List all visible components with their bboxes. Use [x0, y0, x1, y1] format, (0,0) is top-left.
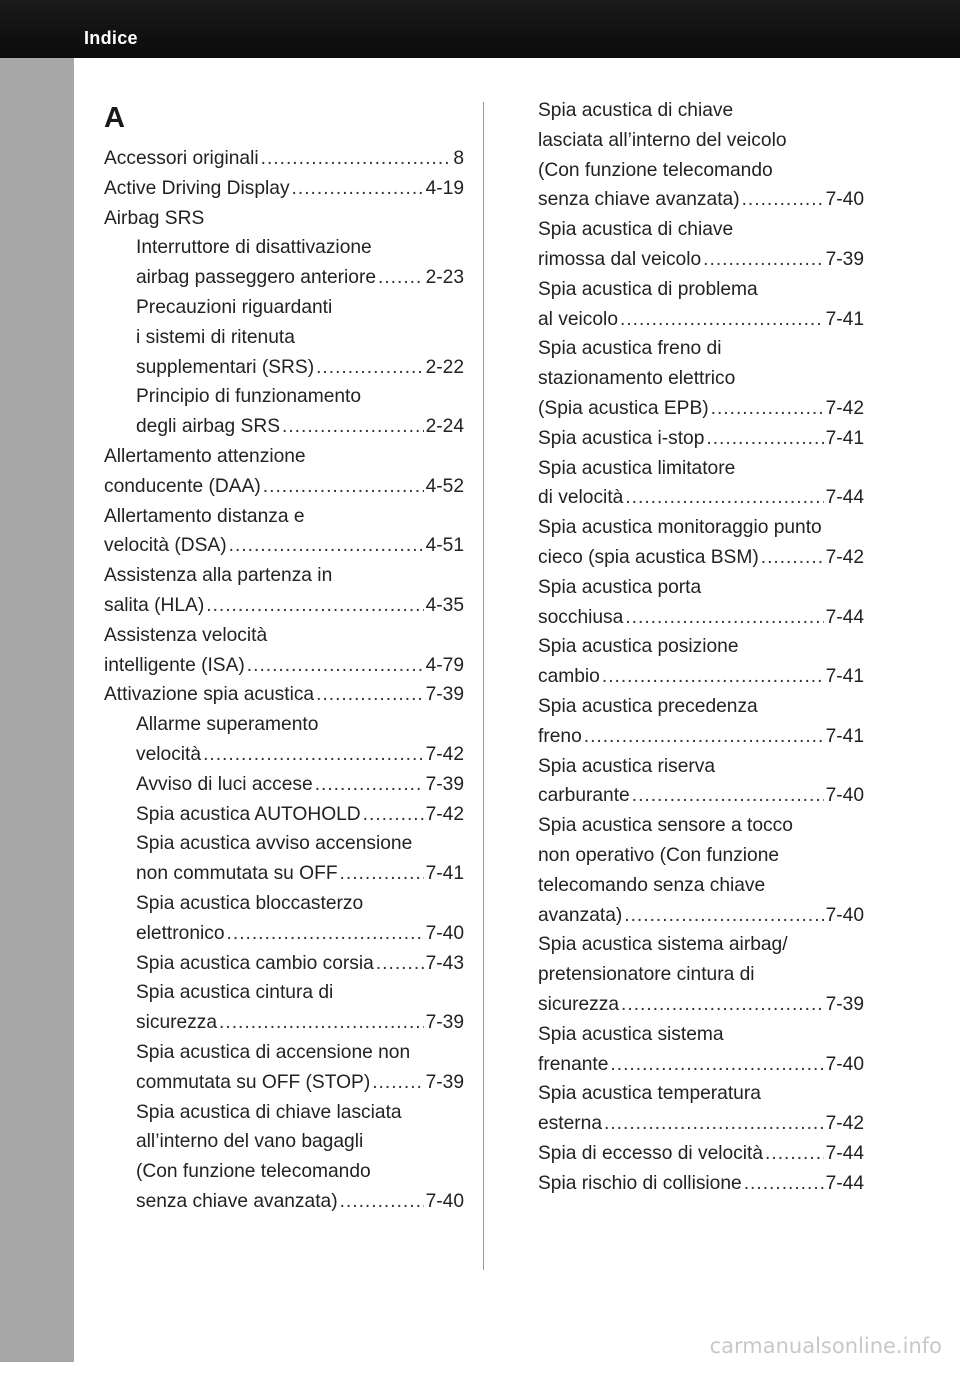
index-entry	[104, 174, 464, 204]
index-entry-text: Spia acustica cintura di	[136, 982, 334, 1004]
index-entry	[538, 960, 864, 990]
index-entry	[538, 185, 864, 215]
index-entry	[104, 1008, 464, 1038]
index-entry	[538, 990, 864, 1020]
index-entry-page: 7-40	[825, 189, 864, 211]
index-entry-text: elettronico	[136, 922, 225, 944]
index-entry-text: carburante	[538, 785, 630, 807]
column-divider	[483, 102, 484, 1270]
index-entry-page: 7-40	[825, 904, 864, 926]
dot-leader	[378, 263, 424, 293]
index-entry	[538, 1079, 864, 1109]
dot-leader	[229, 531, 424, 561]
index-entry	[104, 919, 464, 949]
index-entry-text: airbag passeggero anteriore	[136, 267, 377, 289]
index-entry	[104, 442, 464, 472]
dot-leader	[227, 919, 424, 949]
index-entry	[538, 454, 864, 484]
dot-leader	[372, 1068, 423, 1098]
index-entry-page: 7-41	[425, 863, 464, 885]
dot-leader	[315, 770, 424, 800]
dot-leader	[632, 781, 824, 811]
section-title: Indice	[84, 28, 138, 48]
index-entry-page: 7-39	[425, 684, 464, 706]
index-entry	[538, 305, 864, 335]
index-entry	[538, 156, 864, 186]
dot-leader	[363, 800, 424, 830]
dot-leader	[219, 1008, 424, 1038]
index-entry-text: socchiusa	[538, 606, 624, 628]
index-entry	[104, 770, 464, 800]
index-entry-text: Airbag SRS	[104, 207, 205, 229]
index-entry-page: 7-42	[825, 546, 864, 568]
index-entry	[538, 871, 864, 901]
index-entry-page: 7-44	[825, 487, 864, 509]
index-entry-text: sicurezza	[136, 1012, 218, 1034]
index-entry-text: Spia acustica di chiave	[538, 100, 734, 121]
index-entries-left	[104, 144, 464, 1217]
index-entry-text: avanzata)	[538, 904, 623, 926]
index-entry-text: intelligente (ISA)	[104, 654, 245, 676]
index-entry	[538, 215, 864, 245]
dot-leader	[316, 680, 423, 710]
index-entry-page: 7-40	[825, 785, 864, 807]
index-entry	[104, 1157, 464, 1187]
index-entry	[104, 591, 464, 621]
index-entry-text: Spia di eccesso di velocità	[538, 1142, 764, 1164]
index-entry-text: Spia acustica monitoraggio punto	[538, 517, 822, 539]
dot-leader	[376, 949, 424, 979]
index-entry	[538, 781, 864, 811]
index-entry	[538, 692, 864, 722]
index-entry	[104, 740, 464, 770]
dot-leader	[706, 424, 823, 454]
index-entry	[104, 353, 464, 383]
index-entry-page: 4-19	[425, 177, 464, 199]
index-entry-text: (Spia acustica EPB)	[538, 397, 709, 419]
index-entry-text: senza chiave avanzata)	[538, 189, 740, 211]
index-entry-text: Allertamento attenzione	[104, 445, 306, 467]
index-entry	[104, 144, 464, 174]
index-entry-page: 7-41	[825, 427, 864, 449]
index-entry-text: pretensionatore cintura di	[538, 964, 755, 986]
dot-leader	[247, 651, 424, 681]
index-entry-page: 7-42	[425, 743, 464, 765]
dot-leader	[203, 740, 424, 770]
index-entry-text: Active Driving Display	[104, 177, 290, 199]
index-entry	[104, 829, 464, 859]
index-entry-text: Spia acustica temperatura	[538, 1083, 761, 1105]
index-entry	[104, 502, 464, 532]
index-entry-text: Avviso di luci accese	[136, 773, 313, 795]
index-entry-text: al veicolo	[538, 308, 618, 330]
index-entry-text: sicurezza	[538, 993, 620, 1015]
index-entry-page: 4-35	[425, 594, 464, 616]
index-entry-page: 4-51	[425, 535, 464, 557]
dot-leader	[604, 1109, 824, 1139]
index-entry-page: 7-39	[425, 773, 464, 795]
index-entry-text: non operativo (Con funzione	[538, 844, 780, 866]
dot-leader	[761, 543, 824, 573]
header-bar	[0, 0, 960, 58]
index-entry-text: Spia acustica sensore a tocco	[538, 815, 793, 837]
index-entry	[538, 483, 864, 513]
dot-leader	[703, 245, 823, 275]
page-number: 11-2	[16, 1358, 65, 1384]
index-entry-text: freno	[538, 725, 582, 747]
index-entry-page: 4-79	[425, 654, 464, 676]
index-entry-text: Spia acustica di accensione non	[136, 1041, 411, 1063]
index-entry-text: all’interno del vano bagagli	[136, 1131, 364, 1153]
dot-leader	[206, 591, 423, 621]
index-entry-text: Spia acustica sistema airbag/	[538, 934, 788, 956]
index-entry	[104, 561, 464, 591]
index-entry-page: 7-40	[425, 922, 464, 944]
index-entry-text: non commutata su OFF	[136, 863, 338, 885]
index-entry	[104, 1187, 464, 1217]
index-entry	[538, 96, 864, 126]
dot-leader	[282, 412, 424, 442]
dot-leader	[340, 1187, 424, 1217]
index-entry	[538, 513, 864, 543]
dot-leader	[584, 722, 824, 752]
index-entry-text: rimossa dal veicolo	[538, 248, 702, 270]
dot-leader	[621, 990, 824, 1020]
index-entry	[538, 901, 864, 931]
index-entry	[104, 263, 464, 293]
index-entry	[104, 889, 464, 919]
index-entry-text: degli airbag SRS	[136, 416, 280, 438]
index-entry-text: Allertamento distanza e	[104, 505, 305, 527]
index-entry	[538, 1169, 864, 1199]
index-entry	[104, 293, 464, 323]
index-entry	[538, 841, 864, 871]
index-entry-text: Spia acustica sistema	[538, 1023, 724, 1045]
index-entry-text: frenante	[538, 1053, 609, 1075]
index-entry-text: Principio di funzionamento	[136, 386, 362, 408]
index-entry	[538, 1139, 864, 1169]
index-entry-page: 7-41	[825, 308, 864, 330]
dot-leader	[620, 305, 824, 335]
index-entry-text: (Con funzione telecomando	[136, 1161, 371, 1183]
index-entry	[104, 204, 464, 234]
index-entry-text: Attivazione spia acustica	[104, 684, 315, 706]
index-entry-text: Spia acustica freno di	[538, 338, 722, 360]
index-entry	[538, 245, 864, 275]
index-entry-text: Spia acustica riserva	[538, 755, 716, 777]
index-entry-page: 7-42	[425, 803, 464, 825]
index-entry-page: 7-42	[825, 397, 864, 419]
index-entry-page: 7-39	[825, 993, 864, 1015]
index-entry	[538, 632, 864, 662]
index-entry-text: i sistemi di ritenuta	[136, 326, 295, 348]
index-entry	[538, 424, 864, 454]
index-entry	[538, 543, 864, 573]
index-entry	[104, 472, 464, 502]
index-entry-text: Spia acustica di problema	[538, 278, 758, 300]
index-entry	[104, 1068, 464, 1098]
index-entry-text: Spia acustica limitatore	[538, 457, 736, 479]
index-entry	[104, 233, 464, 263]
index-entry-text: Spia acustica posizione	[538, 636, 739, 658]
index-entry-text: Assistenza velocità	[104, 624, 268, 646]
index-entry-text: lasciata all’interno del veicolo	[538, 129, 787, 151]
index-entry-page: 7-44	[825, 1142, 864, 1164]
index-entry-text: Allarme superamento	[136, 714, 319, 736]
index-entry	[104, 531, 464, 561]
index-entry-page: 2-23	[425, 267, 464, 289]
index-entry	[538, 573, 864, 603]
index-entry	[104, 412, 464, 442]
index-entry-page: 7-41	[825, 725, 864, 747]
index-entry-page: 7-40	[425, 1190, 464, 1212]
index-entry-text: conducente (DAA)	[104, 475, 261, 497]
dot-leader	[340, 859, 424, 889]
index-letter: A	[104, 102, 125, 134]
side-tab	[0, 58, 74, 1384]
dot-leader	[316, 353, 424, 383]
dot-leader	[610, 1050, 823, 1080]
watermark-text: carmanualsonline.info	[709, 1334, 942, 1358]
index-entry-text: velocità	[136, 743, 202, 765]
index-entry	[104, 621, 464, 651]
index-entry	[538, 1109, 864, 1139]
index-entry-page: 7-41	[825, 666, 864, 688]
index-entry-text: commutata su OFF (STOP)	[136, 1071, 371, 1093]
index-entry-text: senza chiave avanzata)	[136, 1190, 338, 1212]
dot-leader	[624, 901, 823, 931]
index-entry-text: Assistenza alla partenza in	[104, 565, 333, 587]
index-entry-text: Spia acustica i-stop	[538, 427, 705, 449]
dot-leader	[625, 603, 823, 633]
index-entry	[538, 394, 864, 424]
index-entry-text: velocità (DSA)	[104, 535, 227, 557]
dot-leader	[625, 483, 823, 513]
index-entry-page: 4-52	[425, 475, 464, 497]
index-entry	[104, 1098, 464, 1128]
index-entry-page: 7-44	[825, 1172, 864, 1194]
index-entry-page: 2-22	[425, 356, 464, 378]
dot-leader	[602, 662, 824, 692]
index-entry-page: 7-44	[825, 606, 864, 628]
dot-leader	[765, 1139, 824, 1169]
dot-leader	[744, 1169, 824, 1199]
index-entry	[538, 930, 864, 960]
index-entry	[538, 1050, 864, 1080]
index-entry-text: Spia acustica di chiave lasciata	[136, 1101, 402, 1123]
index-entry-text: cambio	[538, 666, 600, 688]
index-entry-text: Spia acustica porta	[538, 576, 702, 598]
dot-leader	[261, 144, 452, 174]
index-entry-text: esterna	[538, 1113, 602, 1135]
index-entry-text: telecomando senza chiave	[538, 874, 766, 896]
index-entry	[104, 800, 464, 830]
index-entry-text: Spia rischio di collisione	[538, 1172, 742, 1194]
index-entry-text: salita (HLA)	[104, 594, 205, 616]
index-entry-text: Spia acustica AUTOHOLD	[136, 803, 361, 825]
index-entry-page: 7-39	[425, 1012, 464, 1034]
index-entry	[538, 275, 864, 305]
index-entry	[104, 859, 464, 889]
index-entry-text: cieco (spia acustica BSM)	[538, 546, 759, 568]
index-entry-page: 7-43	[425, 952, 464, 974]
index-entry	[538, 722, 864, 752]
dot-leader	[263, 472, 424, 502]
index-entry-text: Spia acustica cambio corsia	[136, 952, 374, 974]
index-entry-text: Interruttore di disattivazione	[136, 237, 372, 259]
index-entry-page: 8	[453, 148, 464, 169]
index-entry-page: 7-42	[825, 1113, 864, 1135]
index-entry-text: Precauzioni riguardanti	[136, 296, 333, 318]
index-entry	[538, 334, 864, 364]
index-entry-text: Accessori originali	[104, 148, 259, 169]
index-column-left	[104, 96, 464, 1217]
dot-leader	[292, 174, 424, 204]
index-entry	[104, 949, 464, 979]
index-entry	[538, 364, 864, 394]
index-column-right	[538, 96, 864, 1198]
index-entry	[104, 1127, 464, 1157]
index-entry	[104, 651, 464, 681]
index-entry	[538, 603, 864, 633]
index-entry	[104, 978, 464, 1008]
index-entry	[538, 1020, 864, 1050]
index-entry-text: Spia acustica avviso accensione	[136, 833, 413, 855]
dot-leader	[742, 185, 824, 215]
index-entry-text: Spia acustica precedenza	[538, 695, 758, 717]
index-entry	[104, 323, 464, 353]
index-entry-text: Spia acustica di chiave	[538, 219, 734, 241]
index-entry-text: Spia acustica bloccasterzo	[136, 892, 364, 914]
index-entry	[104, 680, 464, 710]
index-entry-text: stazionamento elettrico	[538, 368, 736, 390]
index-entries-right	[538, 96, 864, 1198]
index-entry	[538, 752, 864, 782]
index-entry-text: supplementari (SRS)	[136, 356, 315, 378]
index-entry-page: 7-40	[825, 1053, 864, 1075]
dot-leader	[711, 394, 824, 424]
index-entry	[538, 811, 864, 841]
index-entry-page: 2-24	[425, 416, 464, 438]
index-entry-page: 7-39	[825, 248, 864, 270]
index-entry-text: di velocità	[538, 487, 624, 509]
index-entry-text: (Con funzione telecomando	[538, 159, 773, 181]
index-entry	[104, 710, 464, 740]
index-entry	[104, 382, 464, 412]
index-entry	[104, 1038, 464, 1068]
index-entry	[538, 126, 864, 156]
index-entry-page: 7-39	[425, 1071, 464, 1093]
index-entry	[538, 662, 864, 692]
